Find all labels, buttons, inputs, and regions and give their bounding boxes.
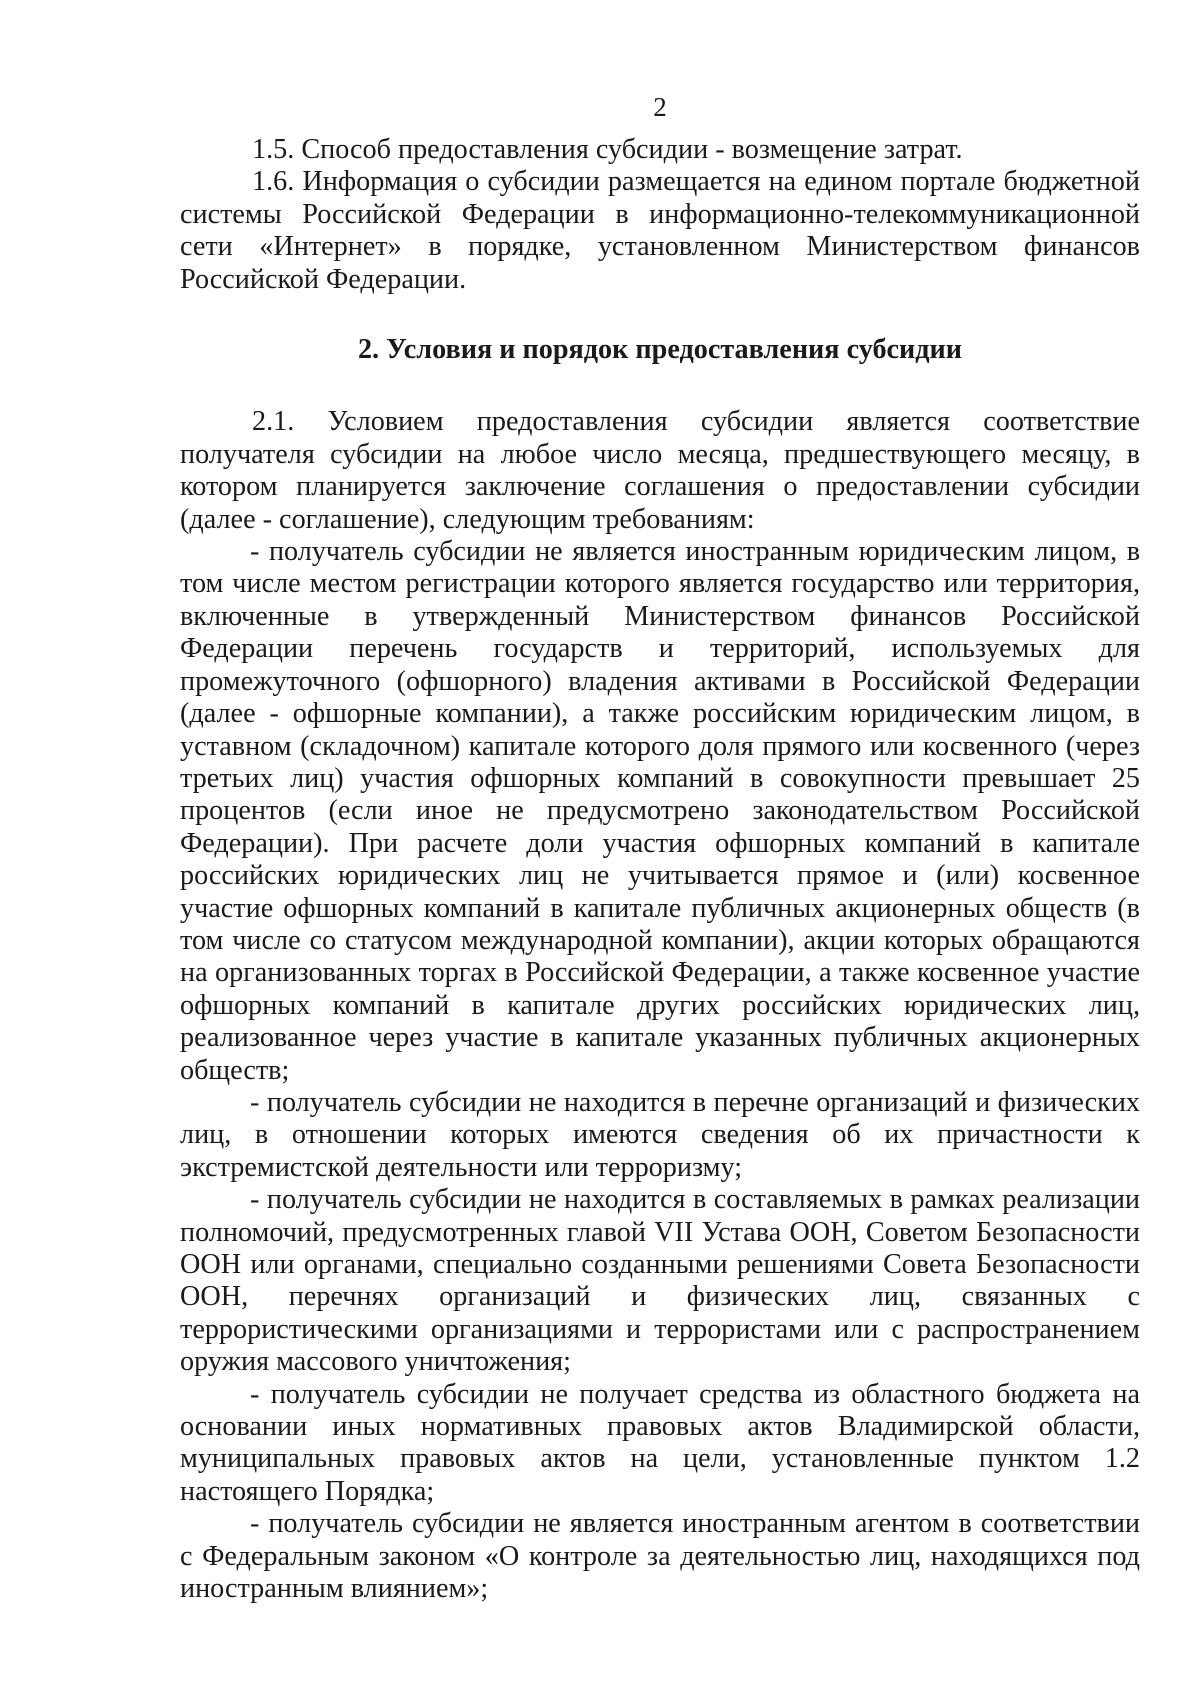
paragraph-2-1: 2.1. Условием предоставления субсидии является соответствие получателя субсидии на любое число месяца, предшествующего месяцу, в котором планируется заключение соглашения о предоставлении субсидии (далее - соглашение), следующим требованиям:	[180, 406, 1140, 535]
paragraph-1-5: 1.5. Способ предоставления субсидии - возмещение затрат.	[252, 134, 963, 165]
document-body	[180, 134, 1140, 1605]
requirement-item: - получатель субсидии не находится в перечне организаций и физических лиц, в отношении которых имеются сведения об их причастности к экстремистской деятельности или терроризму;	[180, 1086, 1140, 1183]
page-number: 2	[653, 92, 667, 122]
section-heading: 2. Условия и порядок предоставления субсидии	[357, 334, 963, 366]
requirement-item: - получатель субсидии не получает средства из областного бюджета на основании иных нормативных правовых актов Владимирской области, муниципальных правовых актов на цели, установленные пунктом 1.2 настоящего Порядка;	[180, 1378, 1140, 1507]
requirement-item: - получатель субсидии не является иностранным агентом в соответствии с Федеральным законом «О контроле за деятельностью лиц, находящихся под иностранным влиянием»;	[180, 1508, 1140, 1605]
requirement-item: - получатель субсидии не находится в составляемых в рамках реализации полномочий, предусмотренных главой VII Устава ООН, Советом Безопасности ООН или органами, специально созданными решениями Совета Безопасности ООН, перечнях организаций и физических лиц, связанных с террористическими организациями и террористами или с распространением оружия массового уничтожения;	[180, 1184, 1140, 1378]
requirement-item: - получатель субсидии не является иностранным юридическим лицом, в том числе местом регистрации которого является государство или территория, включенные в утвержденный Министерством финансов Российской Федерации перечень государств и территорий, используемых для промежуточного (офшорного) владения активами в Российской Федерации (далее - офшорные компании), а также российским юридическим лицом, в уставном (складочном) капитале которого доля прямого или косвенного (через третьих лиц) участия офшорных компаний в совокупности превышает 25 процентов (если иное не предусмотрено законодательством Российской Федерации). При расчете доли участия офшорных компаний в капитале российских юридических лиц не учитывается прямое и (или) косвенное участие офшорных компаний в капитале публичных акционерных обществ (в том числе со статусом международной компании), акции которых обращаются на организованных торгах в Российской Федерации, а также косвенное участие офшорных компаний в капитале других российских юридических лиц, реализованное через участие в капитале указанных публичных акционерных обществ;	[180, 536, 1140, 1086]
paragraph-1-6: 1.6. Информация о субсидии размещается на едином портале бюджетной системы Российской Федерации в информационно-телекоммуникационной сети «Интернет» в порядке, установленном Министерством финансов Российской Федерации.	[180, 166, 1140, 295]
